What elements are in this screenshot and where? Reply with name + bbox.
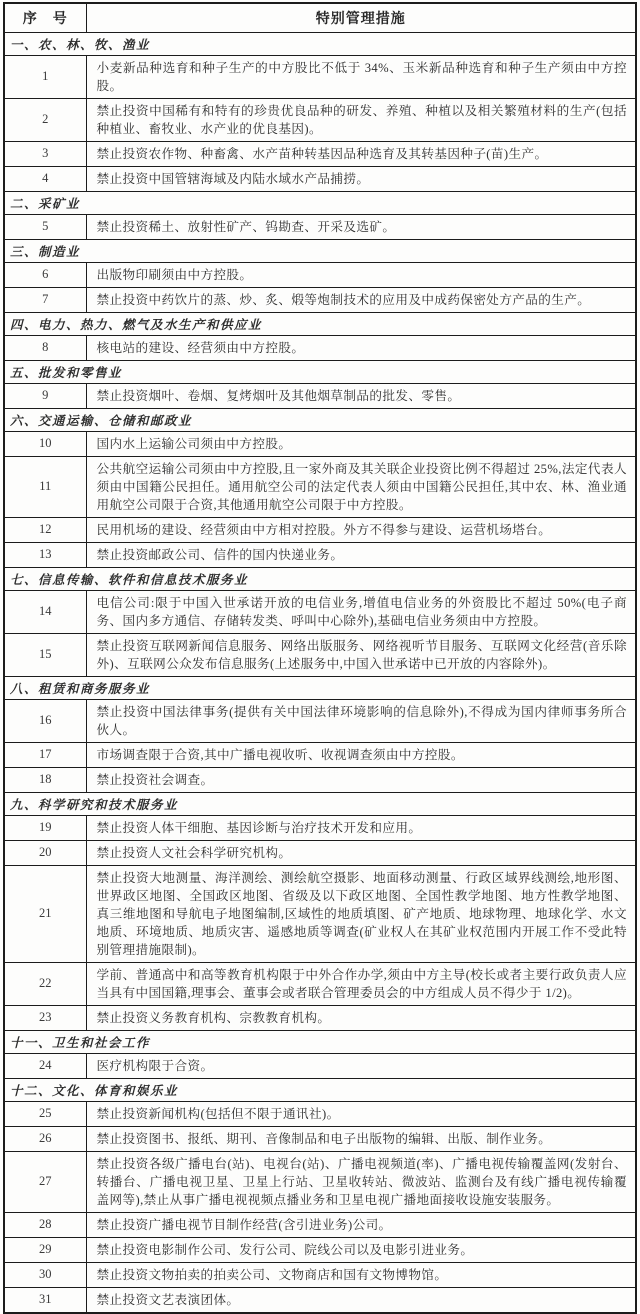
measure-item-row: [4, 262, 636, 287]
item-measure-text: 学前、普通高中和高等教育机构限于中外合作办学,须由中方主导(校长或者主要行政负责人应当具有中国国籍,理事会、董事会或者联合管理委员会的中方组成人员不得少于 1/2)。: [86, 962, 636, 1005]
item-measure-text: 禁止投资农作物、种畜禽、水产苗种转基因品种选育及其转基因种子(苗)生产。: [86, 141, 636, 166]
item-measure-text: 出版物印刷须由中方控股。: [86, 262, 636, 287]
item-measure-text: 禁止投资电影制作公司、发行公司、院线公司以及电影引进业务。: [86, 1237, 636, 1262]
item-serial-number: 30: [4, 1262, 86, 1287]
item-measure-text: 禁止投资图书、报纸、期刊、音像制品和电子出版物的编辑、出版、制作业务。: [86, 1126, 636, 1151]
measure-item-row: [4, 1287, 636, 1313]
item-measure-text: 医疗机构限于合资。: [86, 1053, 636, 1078]
item-measure-text: 禁止投资中国管辖海域及内陆水域水产品捕捞。: [86, 166, 636, 191]
special-measures-table: [3, 2, 637, 1314]
item-serial-number: 6: [4, 262, 86, 287]
item-measure-text: 禁止投资中国稀有和特有的珍贵优良品种的研发、养殖、种植以及相关繁殖材料的生产(包括种植业、畜牧业、水产业的优良基因)。: [86, 98, 636, 141]
item-measure-text: 小麦新品种选育和种子生产的中方股比不低于 34%、玉米新品种选育和种子生产须由中方控股。: [86, 55, 636, 98]
item-serial-number: 7: [4, 287, 86, 312]
item-measure-text: 禁止投资邮政公司、信件的国内快递业务。: [86, 542, 636, 567]
item-measure-text: 民用机场的建设、经营须由中方相对控股。外方不得参与建设、运营机场塔台。: [86, 517, 636, 542]
item-measure-text: 市场调查限于合资,其中广播电视收听、收视调查须由中方控股。: [86, 742, 636, 767]
item-measure-text: 禁止投资大地测量、海洋测绘、测绘航空摄影、地面移动测量、行政区域界线测绘,地形图、世界政区地图、全国政区地图、省级及以下政区地图、全国性教学地图、地方性教学地图、真三维地图和导航电子地图编制,区域性的地质填图、矿产地质、地球物理、地球化学、水文地质、环境地质、地质灾害、遥感地质等调查(矿业权人在其矿业权范围内开展工作不受此特别管理措施限制)。: [86, 865, 636, 962]
measure-item-row: [4, 1151, 636, 1212]
item-serial-number: 25: [4, 1101, 86, 1126]
item-serial-number: 21: [4, 865, 86, 962]
item-measure-text: 禁止投资文艺表演团体。: [86, 1287, 636, 1313]
item-serial-number: 29: [4, 1237, 86, 1262]
section-header-row: [4, 676, 636, 699]
section-header-label: 十一、卫生和社会工作: [4, 1030, 636, 1053]
section-header-label: 十二、文化、体育和娱乐业: [4, 1078, 636, 1101]
measure-item-row: [4, 141, 636, 166]
item-serial-number: 27: [4, 1151, 86, 1212]
item-measure-text: 禁止投资社会调查。: [86, 767, 636, 792]
measure-item-row: [4, 962, 636, 1005]
measure-item-row: [4, 767, 636, 792]
measure-item-row: [4, 55, 636, 98]
item-measure-text: 禁止投资中药饮片的蒸、炒、炙、煅等炮制技术的应用及中成药保密处方产品的生产。: [86, 287, 636, 312]
section-header-label: 九、科学研究和技术服务业: [4, 792, 636, 815]
item-measure-text: 禁止投资中国法律事务(提供有关中国法律环境影响的信息除外),不得成为国内律师事务所合伙人。: [86, 699, 636, 742]
item-measure-text: 禁止投资烟叶、卷烟、复烤烟叶及其他烟草制品的批发、零售。: [86, 383, 636, 408]
item-serial-number: 4: [4, 166, 86, 191]
section-header-row: [4, 312, 636, 335]
section-header-label: 八、租赁和商务服务业: [4, 676, 636, 699]
section-header-label: 七、信息传输、软件和信息技术服务业: [4, 567, 636, 590]
item-serial-number: 24: [4, 1053, 86, 1078]
section-header-row: [4, 1078, 636, 1101]
measure-item-row: [4, 1101, 636, 1126]
section-header-row: [4, 408, 636, 431]
section-header-label: 五、批发和零售业: [4, 360, 636, 383]
section-header-label: 三、制造业: [4, 239, 636, 262]
measure-item-row: [4, 590, 636, 633]
item-serial-number: 15: [4, 633, 86, 676]
section-header-label: 六、交通运输、仓储和邮政业: [4, 408, 636, 431]
item-measure-text: 国内水上运输公司须由中方控股。: [86, 431, 636, 456]
measure-item-row: [4, 840, 636, 865]
measure-item-row: [4, 1237, 636, 1262]
section-header-row: [4, 239, 636, 262]
measure-item-row: [4, 633, 636, 676]
section-header-row: [4, 360, 636, 383]
item-serial-number: 17: [4, 742, 86, 767]
item-measure-text: 禁止投资广播电视节目制作经营(含引进业务)公司。: [86, 1212, 636, 1237]
item-measure-text: 禁止投资义务教育机构、宗教教育机构。: [86, 1005, 636, 1030]
item-measure-text: 禁止投资文物拍卖的拍卖公司、文物商店和国有文物博物馆。: [86, 1262, 636, 1287]
measure-item-row: [4, 542, 636, 567]
measure-item-row: [4, 287, 636, 312]
measure-item-row: [4, 1005, 636, 1030]
item-serial-number: 12: [4, 517, 86, 542]
item-serial-number: 9: [4, 383, 86, 408]
section-header-row: [4, 32, 636, 55]
item-serial-number: 1: [4, 55, 86, 98]
item-measure-text: 公共航空运输公司须由中方控股,且一家外商及其关联企业投资比例不得超过 25%,法定代表人须由中国籍公民担任。通用航空公司的法定代表人须由中国籍公民担任,其中农、林、渔业通用航空公司限于合资,其他通用航空公司限于中方控股。: [86, 456, 636, 517]
measure-item-row: [4, 214, 636, 239]
measure-item-row: [4, 456, 636, 517]
item-serial-number: 5: [4, 214, 86, 239]
item-serial-number: 18: [4, 767, 86, 792]
item-serial-number: 28: [4, 1212, 86, 1237]
item-measure-text: 禁止投资互联网新闻信息服务、网络出版服务、网络视听节目服务、互联网文化经营(音乐除外)、互联网公众发布信息服务(上述服务中,中国入世承诺中已开放的内容除外)。: [86, 633, 636, 676]
measure-item-row: [4, 517, 636, 542]
item-measure-text: 禁止投资稀土、放射性矿产、钨勘查、开采及选矿。: [86, 214, 636, 239]
item-serial-number: 16: [4, 699, 86, 742]
serial-number-column-header: 序 号: [4, 3, 86, 32]
measure-item-row: [4, 1212, 636, 1237]
item-serial-number: 20: [4, 840, 86, 865]
item-serial-number: 13: [4, 542, 86, 567]
table-header-row: [4, 3, 636, 32]
measure-item-row: [4, 1053, 636, 1078]
item-serial-number: 26: [4, 1126, 86, 1151]
item-serial-number: 2: [4, 98, 86, 141]
measure-item-row: [4, 815, 636, 840]
measure-item-row: [4, 383, 636, 408]
measure-item-row: [4, 98, 636, 141]
section-header-label: 四、电力、热力、燃气及水生产和供应业: [4, 312, 636, 335]
measure-item-row: [4, 431, 636, 456]
item-serial-number: 10: [4, 431, 86, 456]
section-header-row: [4, 567, 636, 590]
section-header-label: 一、农、林、牧、渔业: [4, 32, 636, 55]
measure-item-row: [4, 166, 636, 191]
item-serial-number: 22: [4, 962, 86, 1005]
section-header-label: 二、采矿业: [4, 191, 636, 214]
section-header-row: [4, 191, 636, 214]
measure-item-row: [4, 1262, 636, 1287]
measure-item-row: [4, 865, 636, 962]
item-serial-number: 3: [4, 141, 86, 166]
measures-column-header: 特别管理措施: [86, 3, 636, 32]
measure-item-row: [4, 742, 636, 767]
section-header-row: [4, 792, 636, 815]
item-serial-number: 31: [4, 1287, 86, 1313]
item-measure-text: 电信公司:限于中国入世承诺开放的电信业务,增值电信业务的外资股比不超过 50%(电子商务、国内多方通信、存储转发类、呼叫中心除外),基础电信业务须由中方控股。: [86, 590, 636, 633]
item-measure-text: 核电站的建设、经营须由中方控股。: [86, 335, 636, 360]
item-measure-text: 禁止投资各级广播电台(站)、电视台(站)、广播电视频道(率)、广播电视传输覆盖网(发射台、转播台、广播电视卫星、卫星上行站、卫星收转站、微波站、监测台及有线广播电视传输覆盖网等),禁止从事广播电视视频点播业务和卫星电视广播地面接收设施安装服务。: [86, 1151, 636, 1212]
item-measure-text: 禁止投资新闻机构(包括但不限于通讯社)。: [86, 1101, 636, 1126]
section-header-row: [4, 1030, 636, 1053]
item-serial-number: 23: [4, 1005, 86, 1030]
measure-item-row: [4, 335, 636, 360]
item-serial-number: 8: [4, 335, 86, 360]
item-serial-number: 11: [4, 456, 86, 517]
item-serial-number: 19: [4, 815, 86, 840]
item-measure-text: 禁止投资人体干细胞、基因诊断与治疗技术开发和应用。: [86, 815, 636, 840]
item-measure-text: 禁止投资人文社会科学研究机构。: [86, 840, 636, 865]
item-serial-number: 14: [4, 590, 86, 633]
measure-item-row: [4, 1126, 636, 1151]
measure-item-row: [4, 699, 636, 742]
